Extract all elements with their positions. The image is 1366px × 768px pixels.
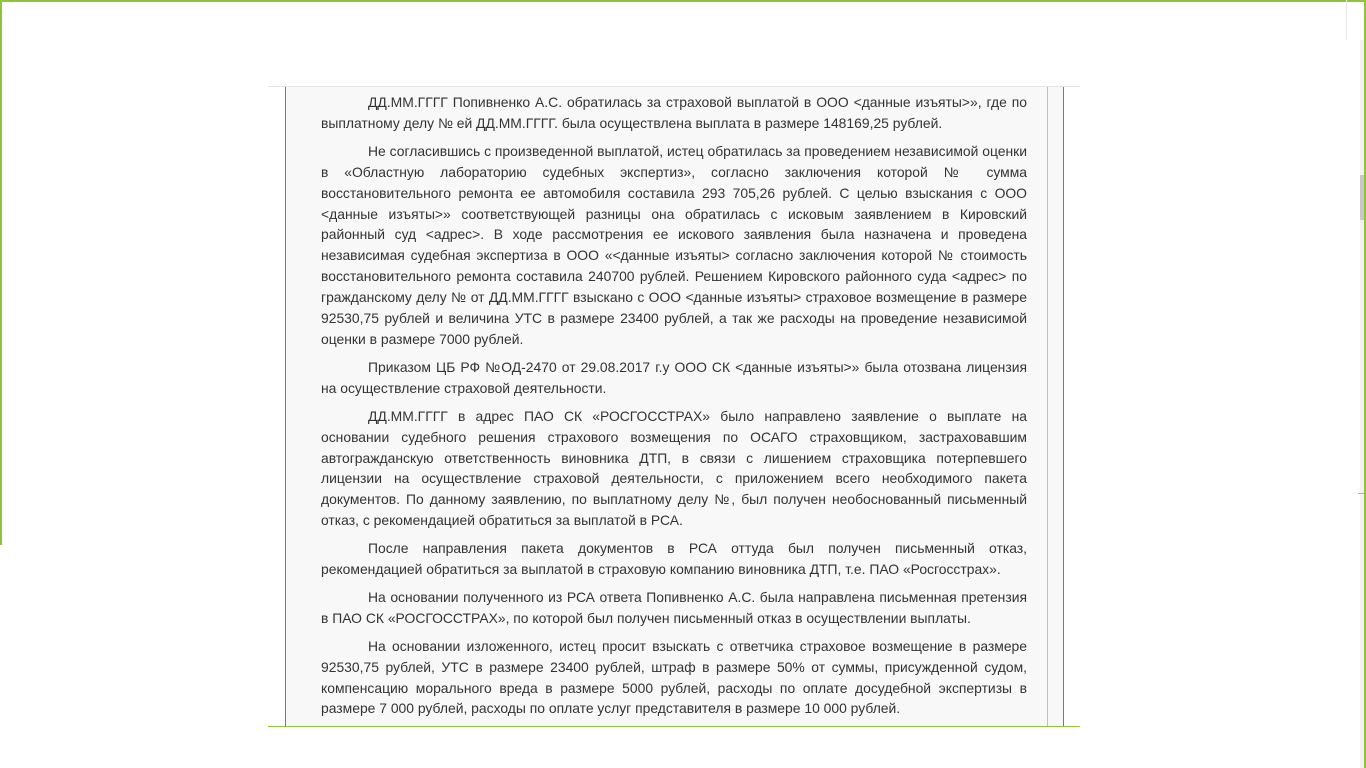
paragraph: Не согласившись с произведенной выплатой, истец обратилась за проведением независимой оценки в «Областную лабораторию судебных экспертиз», согласно заключения которой № сумма восстановительного ремонта ее автомобиля составила 293 705,26 рублей. С целью взыскания с ООО <данные изъяты>» соответствующей разницы она обратилась с исковым заявлением в Кировский районный суд <адрес>. В ходе рассмотрения ее искового заявления была назначена и проведена независимая судебная экспертиза в ООО «<данные изъяты> согласно заключения которой № стоимость восстановительного ремонта составила 240700 рублей. Решением Кировского районного суда <адрес> по гражданскому делу № от ДД.ММ.ГГГГ взыскано с ООО <данные изъяты> страховое возмещение в размере 92530,75 рублей и величина УТС в размере 23400 рублей, а так же расходы на проведение независимой оценки в размере 7000 рублей.: [321, 142, 1027, 347]
document-container: [268, 86, 1080, 727]
window-frame-left: [0, 0, 2, 545]
document-bottom-border: [268, 726, 1080, 727]
window-corner: [1346, 0, 1366, 40]
paragraph: На основании полученного из РСА ответа Попивненко А.С. была направлена письменная претензия в ПАО СК «РОСГОССТРАХ», по которой был получен письменный отказ в осуществлении выплаты.: [321, 588, 1027, 626]
paragraph: После направления пакета документов в РСА оттуда был получен письменный отказ, рекомендацией обратиться за выплатой в страховую компанию виновника ДТП, т.е. ПАО «Росгосстрах».: [321, 540, 1027, 578]
scrollbar-thumb[interactable]: [1360, 175, 1364, 220]
page-margin-line: [1047, 87, 1048, 727]
paragraph: На основании изложенного, истец просит взыскать с ответчика страховое возмещение в размере 92530,75 рублей, УТС в размере 23400 рублей, штраф в размере 50% от суммы, присужденной судом, компенсацию морального вреда в размере 5000 рублей, расходы по оплате досудебной экспертизы в размере 7 000 рублей, расходы по оплате услуг представителя в размере 10 000 рублей.: [321, 637, 1027, 717]
paragraph: Приказом ЦБ РФ №ОД-2470 от 29.08.2017 г.у ООО СК <данные изъяты>» была отозвана лицензия на осуществление страховой деятельности.: [321, 358, 1027, 396]
window-frame-top: [0, 0, 1366, 2]
paragraph: ДД.ММ.ГГГГ в адрес ПАО СК «РОСГОССТРАХ» было направлено заявление о выплате на основании судебного решения страхового возмещения по ОСАГО страховщиком, застраховавшим автогражданскую ответственность виновника ДТП, в связи с лишением страховщика потерпевшего лицензии на осуществление страховой деятельности, с приложением всего необходимого пакета документов. По данному заявлению, по выплатному делу №, был получен необоснованный письменный отказ, с рекомендацией обратиться за выплатой в РСА.: [321, 407, 1027, 529]
document-page: [285, 87, 1064, 727]
paragraph: ДД.ММ.ГГГГ Попивненко А.С. обратилась за страховой выплатой в ООО <данные изъяты>», где по выплатному делу № ей ДД.ММ.ГГГГ. была осуществлена выплата в размере 148169,25 рублей.: [321, 94, 1027, 131]
scrollbar-marker: [1358, 493, 1364, 494]
document-text: [321, 92, 1027, 726]
vertical-scrollbar[interactable]: [1360, 40, 1364, 768]
